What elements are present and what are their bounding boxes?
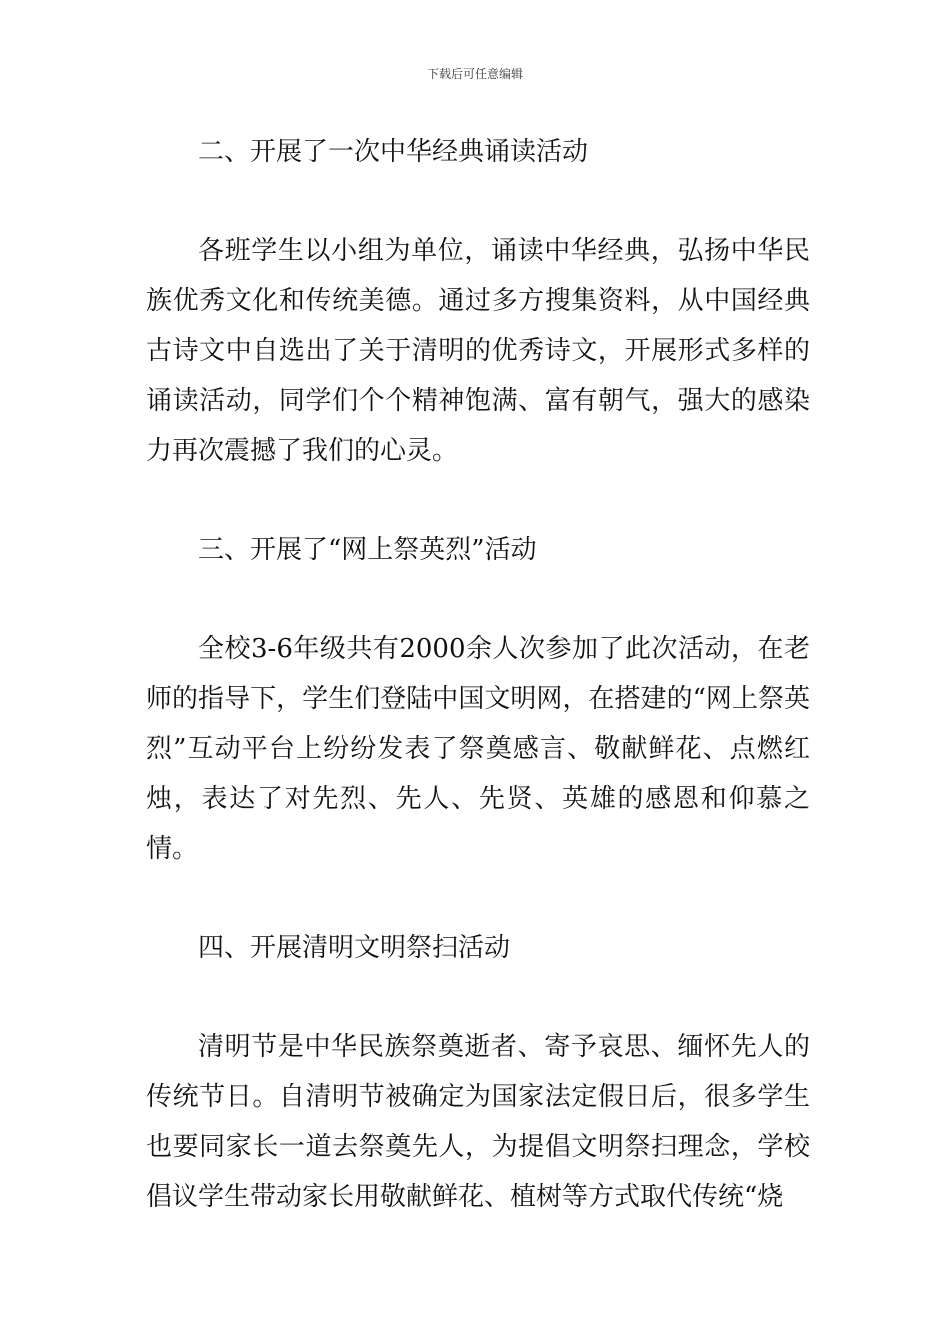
section-paragraph-3: 全校3-6年级共有2000余人次参加了此次活动，在老师的指导下，学生们登陆中国文明网，在搭建的“网上祭英烈”互动平台上纷纷发表了祭奠感言、敬献鲜花、点燃红烛，表达了对先烈、先人、先贤、英雄的感恩和仰慕之情。 [146,634,810,864]
section-paragraph-2: 各班学生以小组为单位，诵读中华经典，弘扬中华民族优秀文化和传统美德。通过多方搜集资料，从中国经典古诗文中自选出了关于清明的优秀诗文，开展形式多样的诵读活动，同学们个个精神饱满、富有朝气，强大的感染力再次震撼了我们的心灵。 [146,236,810,466]
section-heading-3: 三、开展了“网上祭英烈”活动 [198,535,537,565]
page-header-note: 下载后可任意编辑 [426,67,523,81]
section-heading-2: 二、开展了一次中华经典诵读活动 [198,137,589,167]
document-body [146,127,810,1271]
section-paragraph-4: 清明节是中华民族祭奠逝者、寄予哀思、缅怀先人的传统节日。自清明节被确定为国家法定假日后，很多学生也要同家长一道去祭奠先人，为提倡文明祭扫理念，学校倡议学生带动家长用敬献鲜花、植树等方式取代传统“烧 [146,1032,810,1212]
section-heading-4: 四、开展清明文明祭扫活动 [198,933,511,963]
